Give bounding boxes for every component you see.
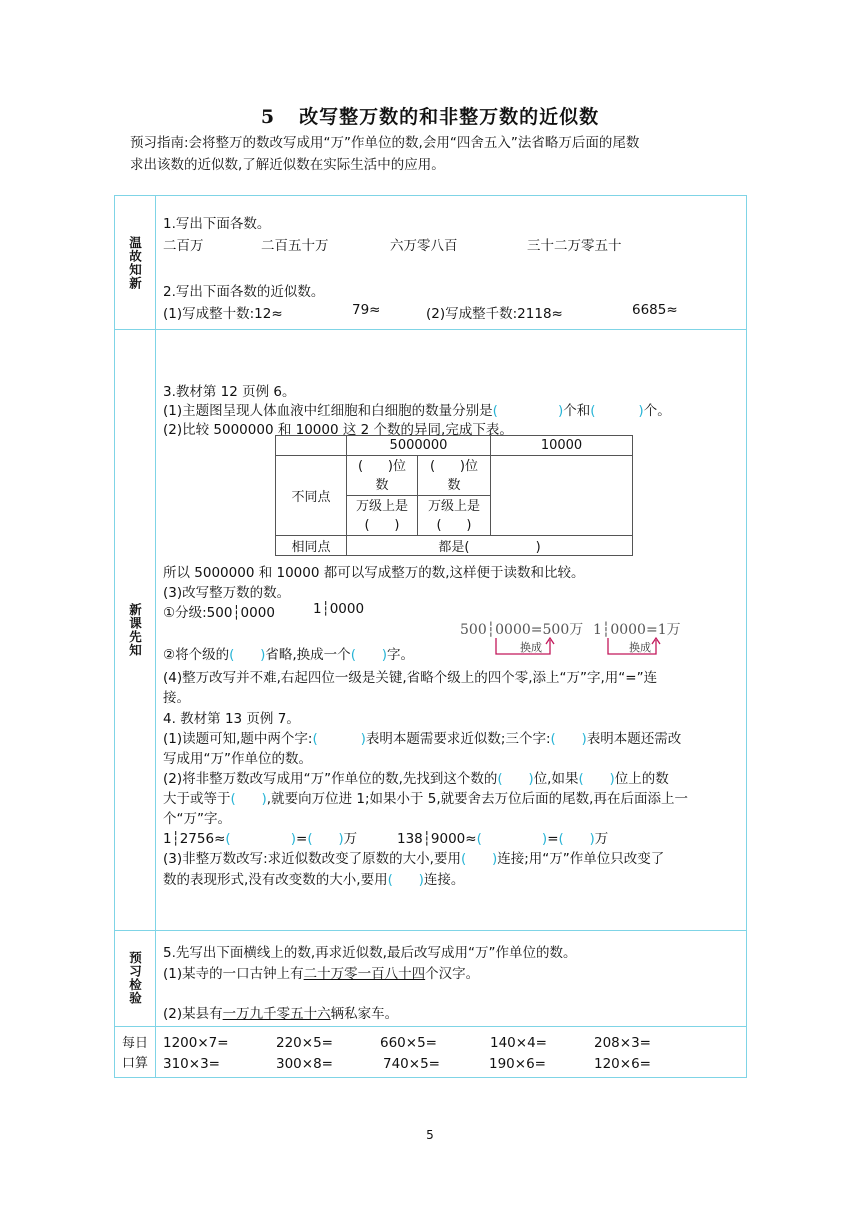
calc-item: 1200×7= — [163, 1035, 229, 1051]
q5-part-2: (2)某县有一万九千零五十六辆私家车。 — [163, 1006, 399, 1022]
q3-part-2: (2)比较 5000000 和 10000 这 2 个数的异同,完成下表。 — [163, 422, 513, 438]
guide-line-1: 预习指南:会将整万的数改写成用“万”作单位的数,会用“四舍五入”法省略万后面的尾数 — [130, 135, 640, 151]
q3-part-4-line2: 接。 — [163, 690, 190, 706]
preview-guide — [130, 132, 740, 176]
conversion-diagram-2: 1┆0000=1万 — [593, 622, 681, 638]
calc-item: 140×4= — [490, 1035, 547, 1051]
title-number: 5 — [260, 106, 276, 128]
q4-part-2: (2)将非整万数改写成用“万”作单位的数,先找到这个数的( )位,如果( )位上的数 — [163, 771, 669, 787]
q3-part-1: (1)主题图呈现人体血液中红细胞和白细胞的数量分别是( )个和( )个。 — [163, 403, 671, 419]
worksheet-table — [114, 195, 747, 1078]
q1-item: 六万零八百 — [390, 238, 458, 254]
question-5: 5.先写出下面横线上的数,再求近似数,最后改写成用“万”作单位的数。 — [163, 945, 577, 961]
header-10000: 10000 — [491, 436, 633, 456]
step-1b: 1┆0000 — [313, 601, 365, 617]
calc-item: 740×5= — [383, 1056, 440, 1072]
q1-item: 二百万 — [163, 238, 204, 254]
cell-wan-level: 万级上是 ( ) — [418, 496, 491, 536]
q3-part-4-line1: (4)整万改写并不难,右起四位一级是关键,省略个级上的四个零,添上“万”字,用“=”连 — [163, 670, 658, 686]
calc-item: 120×6= — [594, 1056, 651, 1072]
q1-item: 二百五十万 — [261, 238, 329, 254]
title-text: 改写整万数的和非整万数的近似数 — [299, 106, 600, 128]
cell-place: ( )位 数 — [418, 456, 491, 496]
q5-part-1: (1)某寺的一口古钟上有二十万零一百八十四个汉字。 — [163, 966, 480, 982]
q4-part-1: (1)读题可知,题中两个字:( )表明本题需要求近似数;三个字:( )表明本题还需改 — [163, 731, 682, 747]
row-divider — [115, 930, 746, 931]
calc-item: 310×3= — [163, 1056, 220, 1072]
conclusion-text: 所以 5000000 和 10000 都可以写成整万的数,这样便于读数和比较。 — [163, 565, 585, 581]
section-label-new-lesson: 新课先知 — [127, 602, 143, 657]
calc-item: 190×6= — [489, 1056, 546, 1072]
header-5000000: 5000000 — [347, 436, 491, 456]
guide-line-2: 求出该数的近似数,了解近似数在实际生活中的应用。 — [130, 157, 445, 173]
q4-example-2: 138┆9000≈( )=( )万 — [397, 831, 609, 847]
q2-part: 6685≈ — [632, 302, 678, 318]
section-label-preview-check: 预习检验 — [127, 951, 143, 1005]
question-4: 4. 教材第 13 页例 7。 — [163, 711, 300, 727]
step-1: ①分级:500┆0000 — [163, 605, 275, 621]
section-label-review: 温故知新 — [127, 235, 143, 290]
same-label: 相同点 — [276, 536, 347, 556]
question-2: 2.写出下面各数的近似数。 — [163, 284, 325, 300]
q2-part: 79≈ — [352, 302, 381, 318]
row-divider — [115, 329, 746, 330]
same-cell: 都是( ) — [347, 536, 633, 556]
page-number: 5 — [426, 1128, 434, 1142]
calc-item: 220×5= — [276, 1035, 333, 1051]
calc-item: 300×8= — [276, 1056, 333, 1072]
step-2: ②将个级的( )省略,换成一个( )字。 — [163, 647, 414, 663]
comparison-table — [275, 435, 633, 556]
conversion-diagram-1: 500┆0000=500万 — [460, 622, 584, 638]
q4-part-3: (3)非整万数改写:求近似数改变了原数的大小,要用( )连接;用“万”作单位只改变了 — [163, 851, 665, 867]
calc-item: 660×5= — [380, 1035, 437, 1051]
cell-wan-level: 万级上是 ( ) — [347, 496, 418, 536]
page-title — [0, 102, 860, 129]
section-label-daily-calc-2: 口算 — [121, 1056, 148, 1071]
diff-label: 不同点 — [276, 456, 347, 536]
row-divider — [115, 1026, 746, 1027]
q4-part-2b: 大于或等于( ),就要向万位进 1;如果小于 5,就要舍去万位后面的尾数,再在后面添上一 — [163, 791, 688, 807]
q4-example-1: 1┆2756≈( )=( )万 — [163, 831, 358, 847]
q2-part: (1)写成整十数:12≈ — [163, 306, 283, 322]
q4-part-1b: 写成用“万”作单位的数。 — [163, 751, 312, 767]
q2-part: (2)写成整千数:2118≈ — [426, 306, 563, 322]
q4-part-2c: 个“万”字。 — [163, 811, 231, 827]
question-3: 3.教材第 12 页例 6。 — [163, 384, 296, 400]
question-1: 1.写出下面各数。 — [163, 216, 271, 232]
cell-place: ( )位 数 — [347, 456, 418, 496]
section-label-daily-calc-1: 每日 — [121, 1036, 148, 1051]
q1-item: 三十二万零五十 — [527, 238, 622, 254]
q4-part-3b: 数的表现形式,没有改变数的大小,要用( )连接。 — [163, 872, 465, 888]
huancheng-label: 换成 — [629, 641, 651, 654]
calc-item: 208×3= — [594, 1035, 651, 1051]
huancheng-label: 换成 — [520, 641, 542, 654]
q3-part-3: (3)改写整万数的数。 — [163, 585, 291, 601]
conversion-arrows — [490, 636, 680, 660]
